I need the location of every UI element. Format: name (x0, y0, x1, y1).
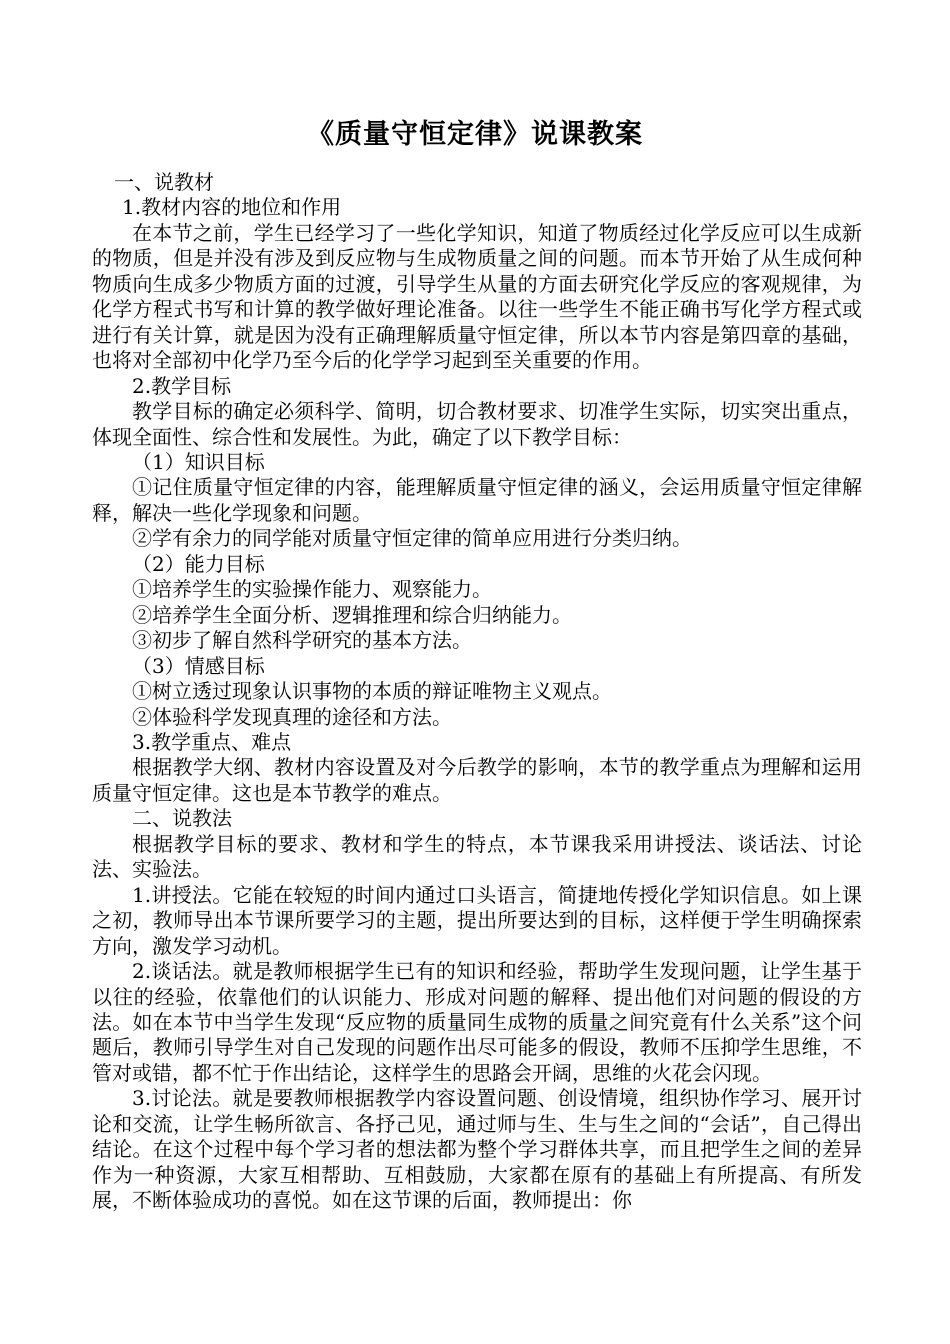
paragraph: ①树立透过现象认识事物的本质的辩证唯物主义观点。 (132, 679, 612, 704)
paragraph: ②体验科学发现真理的途径和方法。 (132, 704, 452, 729)
paragraph: 在本节之前，学生已经学习了一些化学知识，知道了物质经过化学反应可以生成新的物质，但是并没有涉及到反应物与生成物质量之间的问题。而本节开始了从生成何种物质向生成多少物质方面的过渡，引导学生从量的方面去研究化学反应的客观规律，为化学方程式书写和计算的教学做好理论准备。以往一些学生不能正确书写化学方程式或进行有关计算，就是因为没有正确理解质量守恒定律，所以本节内容是第四章的基础，也将对全部初中化学乃至今后的化学学习起到至关重要的作用。 (92, 220, 862, 373)
section-heading-methods: 二、说教法 (132, 806, 232, 831)
subheading-knowledge-goals: （1）知识目标 (132, 449, 265, 474)
paragraph: ①培养学生的实验操作能力、观察能力。 (132, 577, 492, 602)
paragraph: ③初步了解自然科学研究的基本方法。 (132, 628, 472, 653)
paragraph: ②学有余力的同学能对质量守恒定律的简单应用进行分类归纳。 (132, 526, 692, 551)
subheading-emotion-goals: （3）情感目标 (132, 653, 265, 678)
subheading-key-points: 3.教学重点、难点 (132, 729, 292, 754)
document-body (92, 170, 862, 1214)
section-heading-textbook: 一、说教材 (114, 170, 214, 194)
subheading-position-role: 1.教材内容的地位和作用 (122, 195, 342, 220)
paragraph: 1.讲授法。它能在较短的时间内通过口头语言，简捷地传授化学知识信息。如上课之初，教师导出本节课所要学习的主题，提出所要达到的目标，这样便于学生明确探索方向，激发学习动机。 (92, 882, 862, 958)
paragraph: 教学目标的确定必须科学、简明，切合教材要求、切准学生实际，切实突出重点，体现全面性、综合性和发展性。为此，确定了以下教学目标： (92, 399, 862, 449)
paragraph: ②培养学生全面分析、逻辑推理和综合归纳能力。 (132, 602, 572, 627)
document-title: 《质量守恒定律》说课教案 (307, 119, 643, 150)
paragraph: 根据教学大纲、教材内容设置及对今后教学的影响，本节的教学重点为理解和运用质量守恒定律。这也是本节教学的难点。 (92, 755, 862, 805)
paragraph: 2.谈话法。就是教师根据学生已有的知识和经验，帮助学生发现问题，让学生基于以往的经验，依靠他们的认识能力、形成对问题的解释、提出他们对问题的假设的方法。如在本节中当学生发现“反应物的质量同生成物的质量之间究竟有什么关系”这个问题后，教师引导学生对自己发现的问题作出尽可能多的假设，教师不压抑学生思维，不管对或错，都不忙于作出结论，这样学生的思路会开阔，思维的火花会闪现。 (92, 959, 862, 1085)
paragraph: ①记住质量守恒定律的内容，能理解质量守恒定律的涵义，会运用质量守恒定律解释，解决一些化学现象和问题。 (92, 475, 862, 525)
subheading-ability-goals: （2）能力目标 (132, 551, 265, 576)
paragraph: 根据教学目标的要求、教材和学生的特点，本节课我采用讲授法、谈话法、讨论法、实验法。 (92, 831, 862, 882)
subheading-teaching-goals: 2.教学目标 (132, 373, 232, 398)
paragraph: 3.讨论法。就是要教师根据教学内容设置问题、创设情境，组织协作学习、展开讨论和交流，让学生畅所欲言、各抒己见，通过师与生、生与生之间的“会话”，自己得出结论。在这个过程中每个学习者的想法都为整个学习群体共享，而且把学生之间的差异作为一种资源，大家互相帮助、互相鼓励，大家都在原有的基础上有所提高、有所发展，不断体验成功的喜悦。如在这节课的后面，教师提出：你 (92, 1086, 862, 1213)
